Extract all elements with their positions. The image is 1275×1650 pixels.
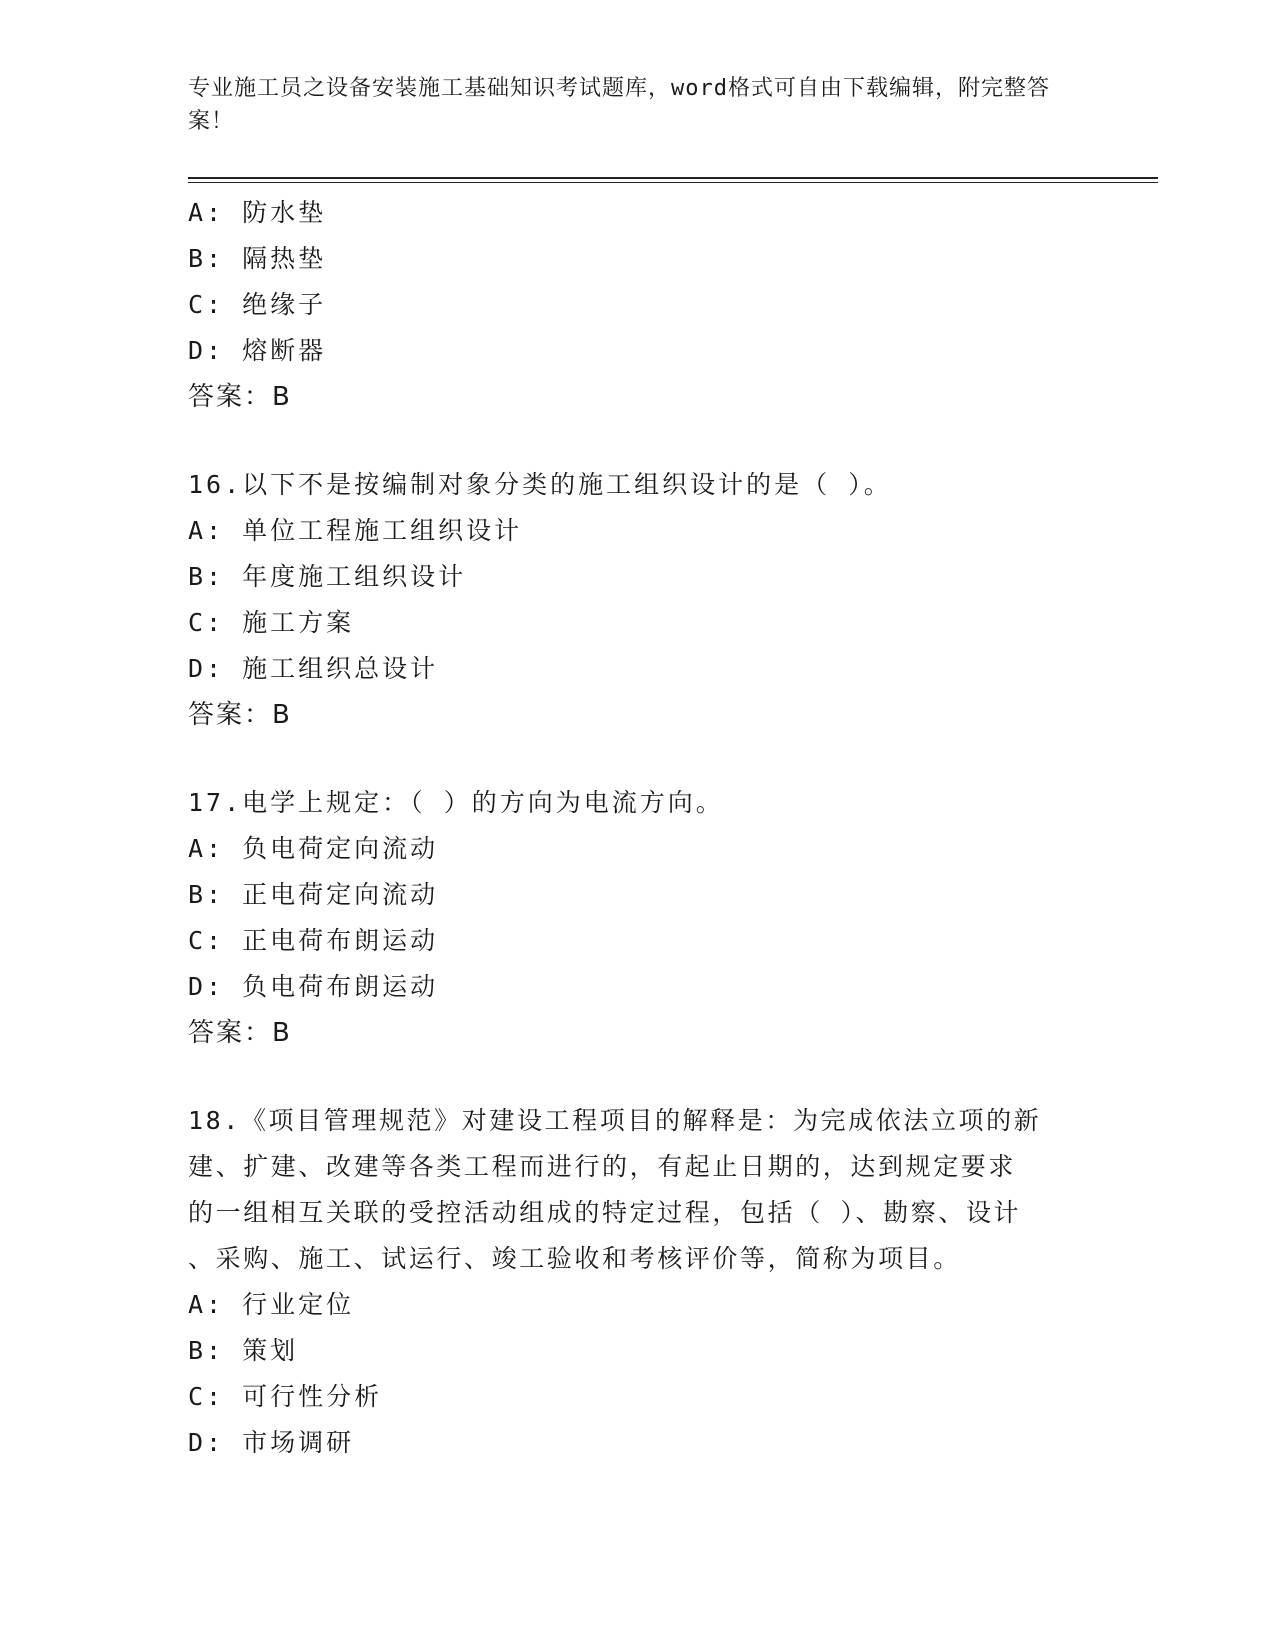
stem-line: 18.《项目管理规范》对建设工程项目的解释是：为完成依法立项的新 (188, 1106, 1042, 1135)
option-c: C: 绝缘子 (188, 290, 327, 319)
option-d: D: 施工组织总设计 (188, 654, 439, 683)
option-d: D: 市场调研 (188, 1428, 355, 1457)
document-header: 专业施工员之设备安装施工基础知识考试题库，word格式可自由下载编辑，附完整答案！ (188, 76, 1050, 134)
option-a: A: 行业定位 (188, 1290, 355, 1319)
question-16 (188, 462, 1088, 738)
option-a: A: 防水垫 (188, 198, 327, 227)
stem-line: 建、扩建、改建等各类工程而进行的，有起止日期的，达到规定要求 (188, 1152, 1017, 1181)
option-d: D: 熔断器 (188, 336, 327, 365)
stem-line: 、采购、施工、试运行、竣工验收和考核评价等，简称为项目。 (188, 1244, 961, 1273)
question-18 (188, 1098, 1088, 1466)
answer-line: 答案：B (188, 382, 292, 412)
question-list (188, 190, 1088, 1466)
option-b: B: 隔热垫 (188, 244, 327, 273)
header-rule-thin (188, 182, 1158, 183)
option-c: C: 可行性分析 (188, 1382, 383, 1411)
answer-line: 答案：B (188, 700, 292, 730)
answer-line: 答案：B (188, 1018, 292, 1048)
option-c: C: 正电荷布朗运动 (188, 926, 439, 955)
option-d: D: 负电荷布朗运动 (188, 972, 439, 1001)
question-17 (188, 780, 1088, 1056)
question-stem: 17.电学上规定：（ ）的方向为电流方向。 (188, 788, 724, 817)
option-a: A: 负电荷定向流动 (188, 834, 439, 863)
stem-line: 的一组相互关联的受控活动组成的特定过程，包括（ ）、勘察、设计 (188, 1198, 1022, 1227)
option-b: B: 策划 (188, 1336, 299, 1365)
option-b: B: 正电荷定向流动 (188, 880, 439, 909)
option-c: C: 施工方案 (188, 608, 355, 637)
question-stem (188, 1098, 1068, 1282)
question-stem: 16.以下不是按编制对象分类的施工组织设计的是（ ）。 (188, 470, 892, 499)
option-b: B: 年度施工组织设计 (188, 562, 467, 591)
header-rule (188, 177, 1158, 179)
question-15 (188, 190, 1088, 420)
option-a: A: 单位工程施工组织设计 (188, 516, 523, 545)
